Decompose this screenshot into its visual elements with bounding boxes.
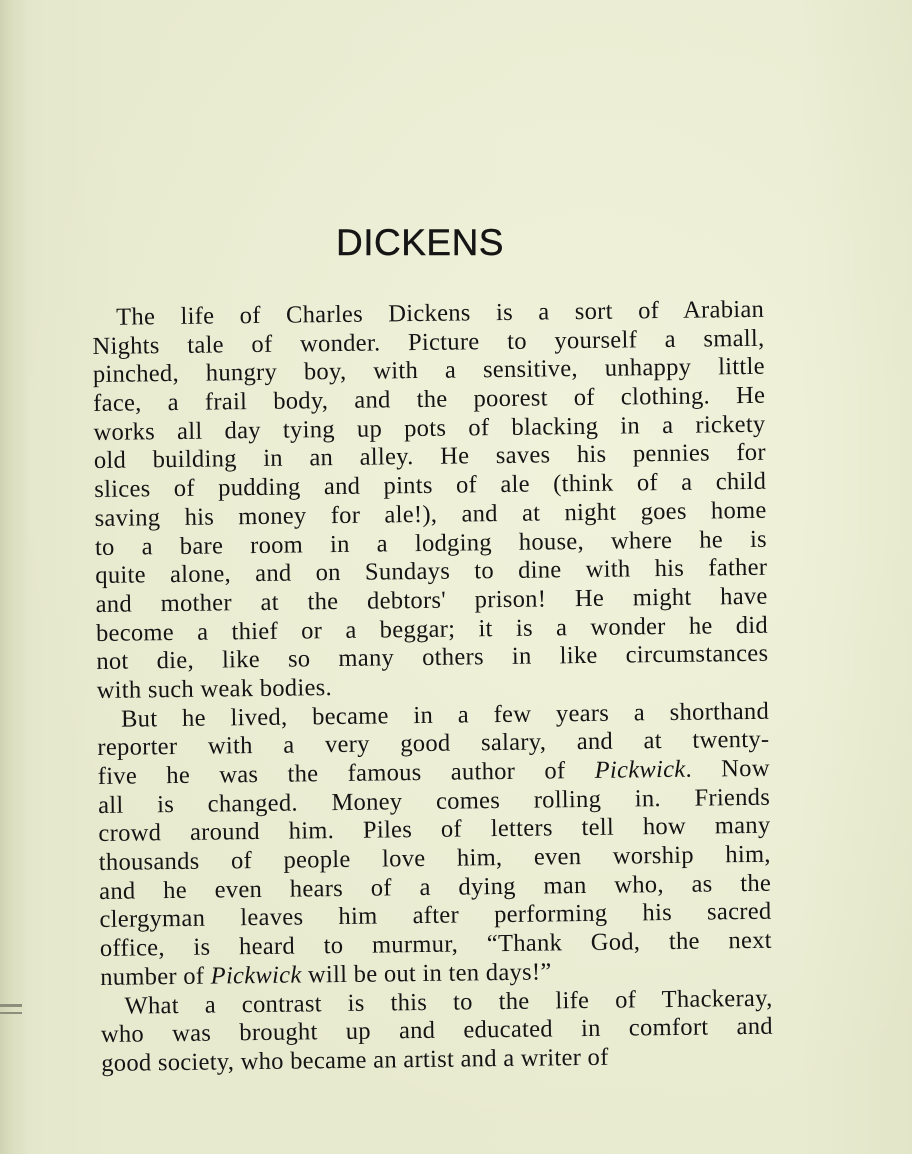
- binding-mark: [0, 1004, 22, 1007]
- text-line: slices of pudding and pints of ale (think of a child: [94, 467, 767, 504]
- text-line: old building in an alley. He saves his pennies for: [93, 439, 767, 475]
- text-line: reporter with a very good salary, and at twenty-: [97, 726, 770, 762]
- text-line: not die, like so many others in like circumstances: [96, 640, 769, 676]
- text-line: and mother at the debtors' prison! He might have: [95, 582, 768, 618]
- paragraph: [92, 296, 769, 706]
- binding-mark: [0, 1012, 22, 1014]
- page-gutter-shadow: [0, 0, 28, 1154]
- text-line: clergyman leaves him after performing his sacred: [99, 898, 772, 934]
- text-line: to a bare room in a lodging house, where he is: [94, 525, 768, 561]
- text-line: who was brought up and educated in comfort and: [100, 1012, 774, 1049]
- text-line: number of Pickwick will be out in ten days!”: [100, 958, 552, 991]
- text-line: pinched, hungry boy, with a sensitive, unhappy little: [92, 353, 765, 389]
- text-line: face, a frail body, and the poorest of clothing. He: [93, 381, 766, 418]
- text-line: The life of Charles Dickens is a sort of Arabian: [115, 295, 765, 331]
- text-line: thousands of people love him, even worship him,: [98, 840, 771, 877]
- chapter-title: DICKENS: [336, 222, 504, 263]
- text-line: quite alone, and on Sundays to dine with his father: [95, 553, 768, 590]
- text-line: But he lived, became in a few years a shorthand: [120, 697, 770, 733]
- text-line: with such weak bodies.: [96, 674, 333, 704]
- paragraph: [100, 984, 773, 1078]
- text-line: office, is heard to murmur, “Thank God, the next: [99, 926, 772, 963]
- text-line: all is changed. Money comes rolling in. Friends: [97, 783, 771, 819]
- text-line: works all day tying up pots of blacking in a rickety: [93, 410, 766, 446]
- text-line: Nights tale of wonder. Picture to yourself a small,: [92, 324, 765, 360]
- text-line: five he was the famous author of Pickwick. Now: [97, 754, 770, 790]
- text-line: crowd around him. Piles of letters tell how many: [98, 812, 771, 848]
- text-line: saving his money for ale!), and at night goes home: [94, 496, 767, 532]
- body-text: [92, 296, 773, 1079]
- text-line: and he even hears of a dying man who, as the: [99, 869, 772, 905]
- text-line: What a contrast is this to the life of Thackeray,: [124, 984, 773, 1020]
- text-line: good society, who became an artist and a writer of: [101, 1043, 609, 1077]
- text-line: become a thief or a beggar; it is a wonder he did: [95, 611, 769, 647]
- paragraph: [97, 697, 772, 992]
